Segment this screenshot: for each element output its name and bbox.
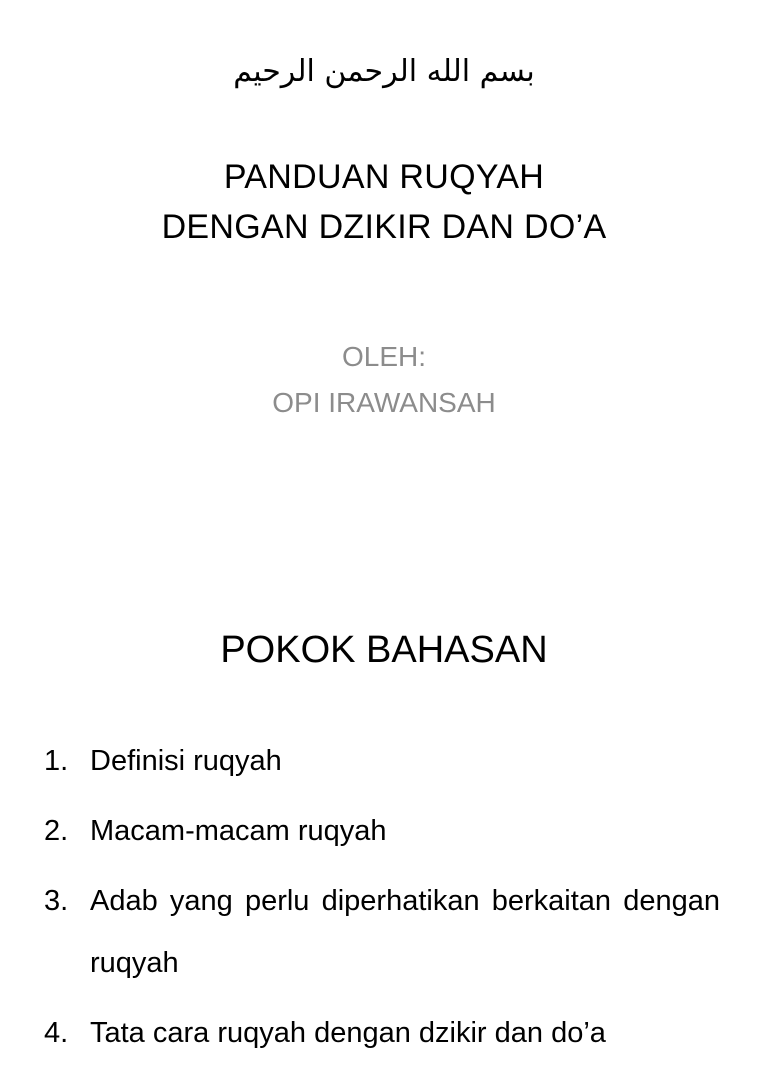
topic-list bbox=[44, 730, 720, 1072]
section-heading: POKOK BAHASAN bbox=[220, 629, 548, 671]
topics-slide bbox=[0, 600, 768, 1049]
title-line-1: PANDUAN RUQYAH bbox=[223, 158, 545, 196]
byline-label: OLEH: bbox=[341, 341, 427, 372]
basmalah-text: بسم الله الرحمن الرحيم bbox=[233, 54, 535, 89]
list-item-number: 2. bbox=[44, 815, 69, 847]
list-item-text: Adab yang perlu diperhatikan berkaitan dengan ruqyah bbox=[90, 885, 720, 979]
list-item-number: 1. bbox=[44, 745, 69, 777]
list-item-text: Tata cara ruqyah dengan dzikir dan do’a bbox=[90, 1017, 606, 1049]
list-item bbox=[44, 870, 720, 994]
list-item-number: 3. bbox=[44, 885, 69, 917]
document-title bbox=[0, 152, 768, 252]
title-line-2: DENGAN DZIKIR DAN DO’A bbox=[161, 208, 607, 246]
author-byline bbox=[0, 334, 768, 426]
list-item bbox=[44, 1002, 720, 1064]
list-item bbox=[44, 730, 720, 792]
list-item bbox=[44, 800, 720, 862]
list-item-text: Macam-macam ruqyah bbox=[90, 815, 387, 847]
list-item-text: Definisi ruqyah bbox=[90, 745, 282, 777]
author-name: OPI IRAWANSAH bbox=[272, 387, 496, 418]
list-item-number: 4. bbox=[44, 1017, 69, 1049]
